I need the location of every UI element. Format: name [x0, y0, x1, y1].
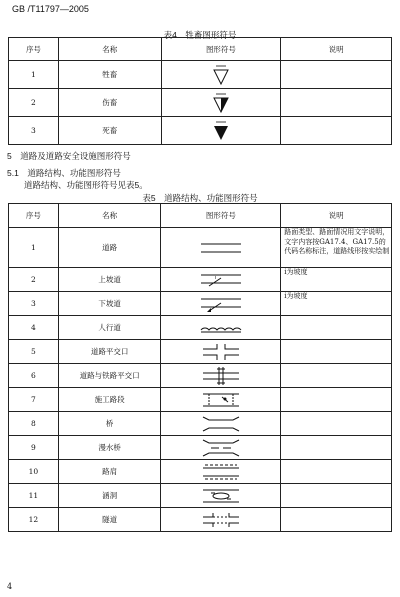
rail-crossing-symbol	[191, 366, 251, 386]
page-number: 4	[7, 582, 13, 591]
livestock-symbol-outline	[211, 64, 231, 86]
table-row	[9, 89, 392, 117]
row-name: 牲畜	[58, 61, 161, 89]
table-row	[9, 292, 392, 316]
row-name: 施工路段	[58, 388, 161, 412]
subsection-heading: 5.1 道路结构、功能图形符号	[7, 168, 121, 178]
sidewalk-symbol	[191, 318, 251, 338]
row-name: 路肩	[58, 460, 161, 484]
row-no: 2	[9, 268, 59, 292]
row-name: 人行道	[58, 316, 161, 340]
table-row	[9, 484, 392, 508]
row-no: 5	[9, 340, 59, 364]
row-no: 1	[9, 61, 59, 89]
table-row	[9, 388, 392, 412]
uphill-road-symbol	[191, 270, 251, 290]
row-name: 道路	[58, 228, 161, 268]
row-name: 伤畜	[58, 89, 161, 117]
road-symbol	[191, 238, 251, 258]
culvert-symbol	[191, 486, 251, 506]
table4	[8, 37, 392, 145]
section-heading: 5 道路及道路安全设施图形符号	[7, 151, 131, 161]
row-no: 2	[9, 89, 59, 117]
table-row	[9, 340, 392, 364]
row-no: 6	[9, 364, 59, 388]
dead-livestock-symbol	[211, 120, 231, 142]
submersible-bridge-symbol	[191, 438, 251, 458]
table-row	[9, 268, 392, 292]
row-no: 9	[9, 436, 59, 460]
row-name: 道路与铁路平交口	[58, 364, 161, 388]
table-row	[9, 228, 392, 268]
row-remark: i为坡度	[281, 292, 392, 316]
table-row	[9, 508, 392, 532]
row-name: 死畜	[58, 117, 161, 145]
row-no: 1	[9, 228, 59, 268]
row-name: 上坡道	[58, 268, 161, 292]
row-name: 漫水桥	[58, 436, 161, 460]
row-no: 8	[9, 412, 59, 436]
col-header-symbol: 图形符号	[161, 38, 281, 61]
table-row	[9, 316, 392, 340]
table-row	[9, 460, 392, 484]
row-no: 10	[9, 460, 59, 484]
injured-livestock-symbol	[211, 92, 231, 114]
svg-text:i: i	[214, 274, 216, 281]
row-name: 桥	[58, 412, 161, 436]
tunnel-symbol	[191, 510, 251, 530]
downhill-road-symbol	[191, 294, 251, 314]
row-name: 隧道	[58, 508, 161, 532]
table4-caption: 表4 牲畜图形符号	[163, 30, 237, 40]
table5-caption: 表5 道路结构、功能图形符号	[142, 193, 258, 203]
row-name: 下坡道	[58, 292, 161, 316]
row-remark: 路面类型、路面情况用文字说明，文字内容按GA17.4、GA17.5的代码名称标注，道路线形按实绘制	[281, 228, 392, 268]
table-row	[9, 61, 392, 89]
row-no: 4	[9, 316, 59, 340]
col-header-no: 序号	[9, 38, 59, 61]
table-row	[9, 117, 392, 145]
table-row	[9, 436, 392, 460]
row-name: 涵洞	[58, 484, 161, 508]
col-header-remark: 说明	[281, 204, 392, 228]
intro-text: 道路结构、功能图形符号见表5。	[24, 180, 148, 190]
col-header-symbol: 图形符号	[161, 204, 281, 228]
col-header-name: 名称	[58, 204, 161, 228]
row-name: 道路平交口	[58, 340, 161, 364]
table-row	[9, 412, 392, 436]
row-no: 3	[9, 292, 59, 316]
table5	[8, 203, 392, 532]
col-header-name: 名称	[58, 38, 161, 61]
col-header-no: 序号	[9, 204, 59, 228]
bridge-symbol	[191, 414, 251, 434]
row-remark: i为坡度	[281, 268, 392, 292]
col-header-remark: 说明	[281, 38, 392, 61]
standard-number: GB /T11797—2005	[12, 4, 89, 14]
intersection-symbol	[191, 342, 251, 362]
row-no: 7	[9, 388, 59, 412]
construction-section-symbol	[191, 390, 251, 410]
row-no: 3	[9, 117, 59, 145]
table-row	[9, 364, 392, 388]
row-no: 12	[9, 508, 59, 532]
row-no: 11	[9, 484, 59, 508]
road-shoulder-symbol	[191, 462, 251, 482]
